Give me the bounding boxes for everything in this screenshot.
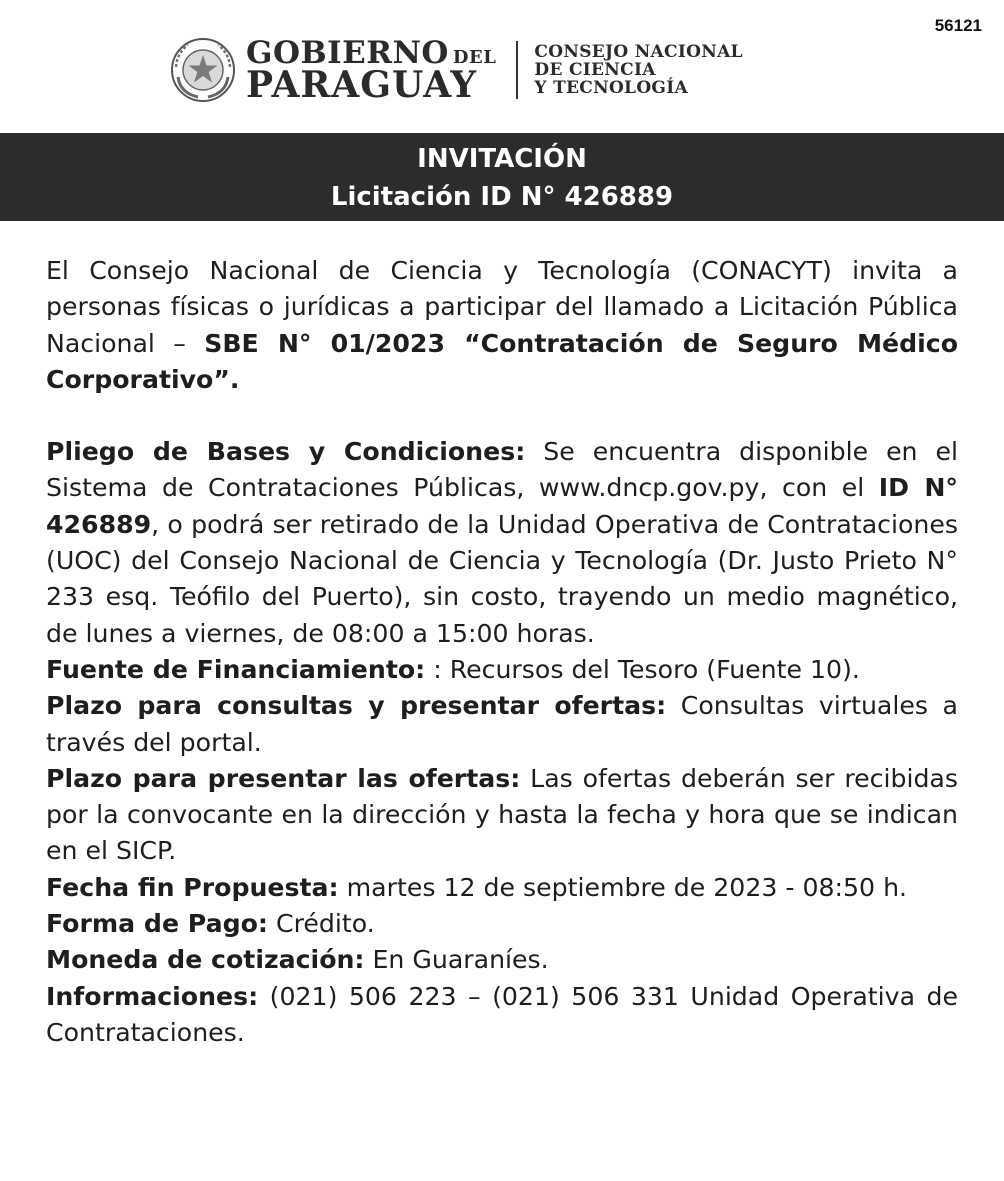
plazo-consultas-label: Plazo para consultas y presentar ofertas: xyxy=(46,691,667,721)
gov-name-line1: GOBIERNO xyxy=(246,34,449,71)
council-line3: Y TECNOLOGÍA xyxy=(534,78,688,98)
forma-pago-label: Forma de Pago: xyxy=(46,909,268,939)
pliego-text2: , o podrá ser retirado de la Unidad Operativa de Contrataciones (UOC) del Consejo Nacional de Ciencia y Tecnología (Dr. Justo Prieto N° 233 esq. Teófilo del Puerto), sin costo, trayendo un medio magnético, de lunes a viernes, de 08:00 a 15:00 horas. xyxy=(46,509,958,648)
pliego-label: Pliego de Bases y Condiciones: xyxy=(46,437,526,467)
plazo-ofertas-label: Plazo para presentar las ofertas: xyxy=(46,763,521,793)
informaciones-label: Informaciones: xyxy=(46,981,259,1011)
fecha-fin-label: Fecha fin Propuesta: xyxy=(46,872,339,902)
government-name xyxy=(246,34,497,106)
council-line1: CONSEJO NACIONAL xyxy=(534,42,743,62)
moneda-text: En Guaraníes. xyxy=(364,945,549,975)
plazo-ofertas-paragraph xyxy=(46,761,958,870)
plazo-consultas-paragraph xyxy=(46,688,958,761)
forma-pago-paragraph xyxy=(46,906,958,942)
pliego-id: ID N° 426889 xyxy=(46,473,958,539)
header-logo xyxy=(170,32,850,108)
plazo-consultas-text: Consultas virtuales a través del portal. xyxy=(46,691,958,757)
intro-bold: SBE N° 01/2023 “Contratación de Seguro Médico Corporativo”. xyxy=(46,328,958,394)
council-name xyxy=(534,43,742,97)
informaciones-text: (021) 506 223 – (021) 506 331 Unidad Operativa de Contrataciones. xyxy=(46,981,958,1047)
banner-subtitle: Licitación ID N° 426889 xyxy=(330,182,674,212)
moneda-label: Moneda de cotización: xyxy=(46,945,365,975)
paraguay-seal-icon xyxy=(170,37,236,103)
fuente-text: : Recursos del Tesoro (Fuente 10). xyxy=(425,654,860,684)
fuente-paragraph xyxy=(46,652,958,688)
intro-paragraph xyxy=(46,253,958,398)
fuente-label: Fuente de Financiamiento: xyxy=(46,654,426,684)
logo-divider xyxy=(516,41,518,99)
plazo-ofertas-text: Las ofertas deberán ser recibidas por la convocante en la dirección y hasta la fecha y hora que se indican en el SICP. xyxy=(46,763,958,866)
notice-body xyxy=(46,253,958,1051)
moneda-paragraph xyxy=(46,942,958,978)
intro-text: El Consejo Nacional de Ciencia y Tecnología (CONACYT) invita a personas físicas o jurídicas a participar del llamado a Licitación Pública Nacional – xyxy=(46,256,958,358)
fecha-fin-text: martes 12 de septiembre de 2023 - 08:50 h. xyxy=(338,872,908,902)
pliego-text1: Se encuentra disponible en el Sistema de Contrataciones Públicas, www.dncp.gov.py, con el xyxy=(46,437,959,503)
council-line2: DE CIENCIA xyxy=(534,60,656,80)
fecha-fin-paragraph xyxy=(46,870,958,906)
pliego-paragraph xyxy=(46,434,958,652)
gov-name-line2: PARAGUAY xyxy=(246,63,478,106)
forma-pago-text: Crédito. xyxy=(268,909,375,939)
banner-title: INVITACIÓN xyxy=(417,144,587,174)
informaciones-paragraph xyxy=(46,979,958,1052)
ad-code: 56121 xyxy=(934,16,982,35)
title-banner xyxy=(0,133,1004,221)
gov-name-del: DEL xyxy=(452,46,497,68)
